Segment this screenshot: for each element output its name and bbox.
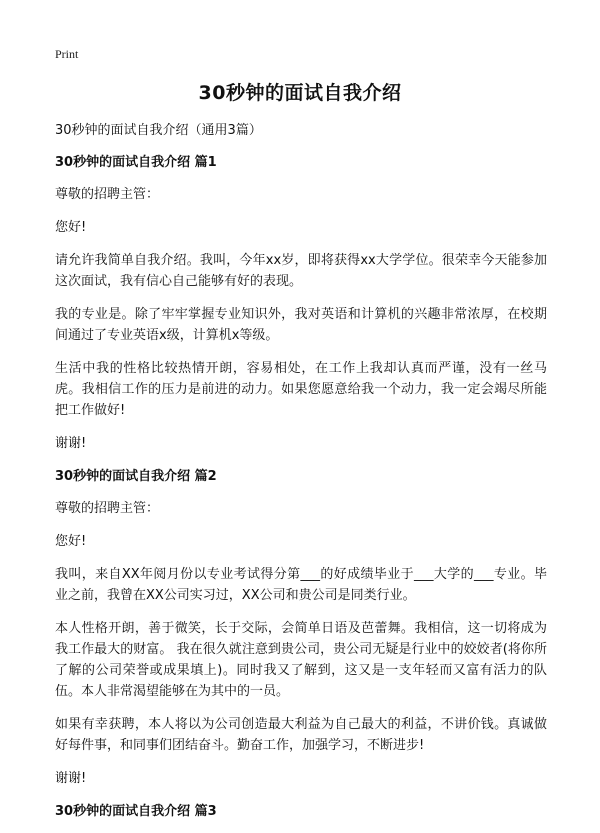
salutation: 尊敬的招聘主管： xyxy=(55,187,160,202)
closing: 谢谢! xyxy=(55,436,87,451)
greeting: 您好! xyxy=(55,220,87,235)
paragraph: 如果有幸获聘，本人将以为公司创造最大利益为自己最大的利益，不讲价钱。真诚做好每件事，和同事们团结奋斗。勤奋工作，加强学习，不断进步! xyxy=(55,717,547,753)
paragraph: 本人性格开朗，善于微笑，长于交际，会简单日语及芭蕾舞。我相信，这一切将成为我工作最大的财富。 我在很久就注意到贵公司，贵公司无疑是行业中的姣姣者(将你所了解的公司荣誉或成果填上)。同时我又了解到，这又是一支年轻而又富有活力的队伍。本人非常渴望能够在为其中的一员。 xyxy=(55,621,547,699)
document-subtitle: 30秒钟的面试自我介绍（通用3篇） xyxy=(55,123,262,138)
paragraph: 我的专业是。除了牢牢掌握专业知识外，我对英语和计算机的兴趣非常浓厚，在校期间通过了专业英语x级，计算机x等级。 xyxy=(55,307,547,343)
paragraph: 生活中我的性格比较热情开朗，容易相处，在工作上我却认真而严谨，没有一丝马虎。我相信工作的压力是前进的动力。如果您愿意给我一个动力，我一定会竭尽所能把工作做好! xyxy=(55,361,547,418)
paragraph: 我叫，来自XX年阅月份以专业考试得分第___的好成绩毕业于___大学的___专业。毕业之前，我曾在XX公司实习过，XX公司和贵公司是同类行业。 xyxy=(55,567,547,603)
document-body xyxy=(55,120,547,833)
closing: 谢谢! xyxy=(55,771,87,786)
section-heading-1: 30秒钟的面试自我介绍 篇1 xyxy=(55,155,217,170)
page-title: 30秒钟的面试自我介绍 xyxy=(198,82,402,104)
section-heading-3: 30秒钟的面试自我介绍 篇3 xyxy=(55,804,217,819)
greeting: 您好! xyxy=(55,534,87,549)
print-label: Print xyxy=(55,47,79,61)
section-heading-2: 30秒钟的面试自我介绍 篇2 xyxy=(55,469,217,484)
salutation: 尊敬的招聘主管： xyxy=(55,501,160,516)
paragraph: 请允许我简单自我介绍。我叫，今年xx岁，即将获得xx大学学位。很荣幸今天能参加这次面试，我有信心自己能够有好的表现。 xyxy=(55,253,547,289)
